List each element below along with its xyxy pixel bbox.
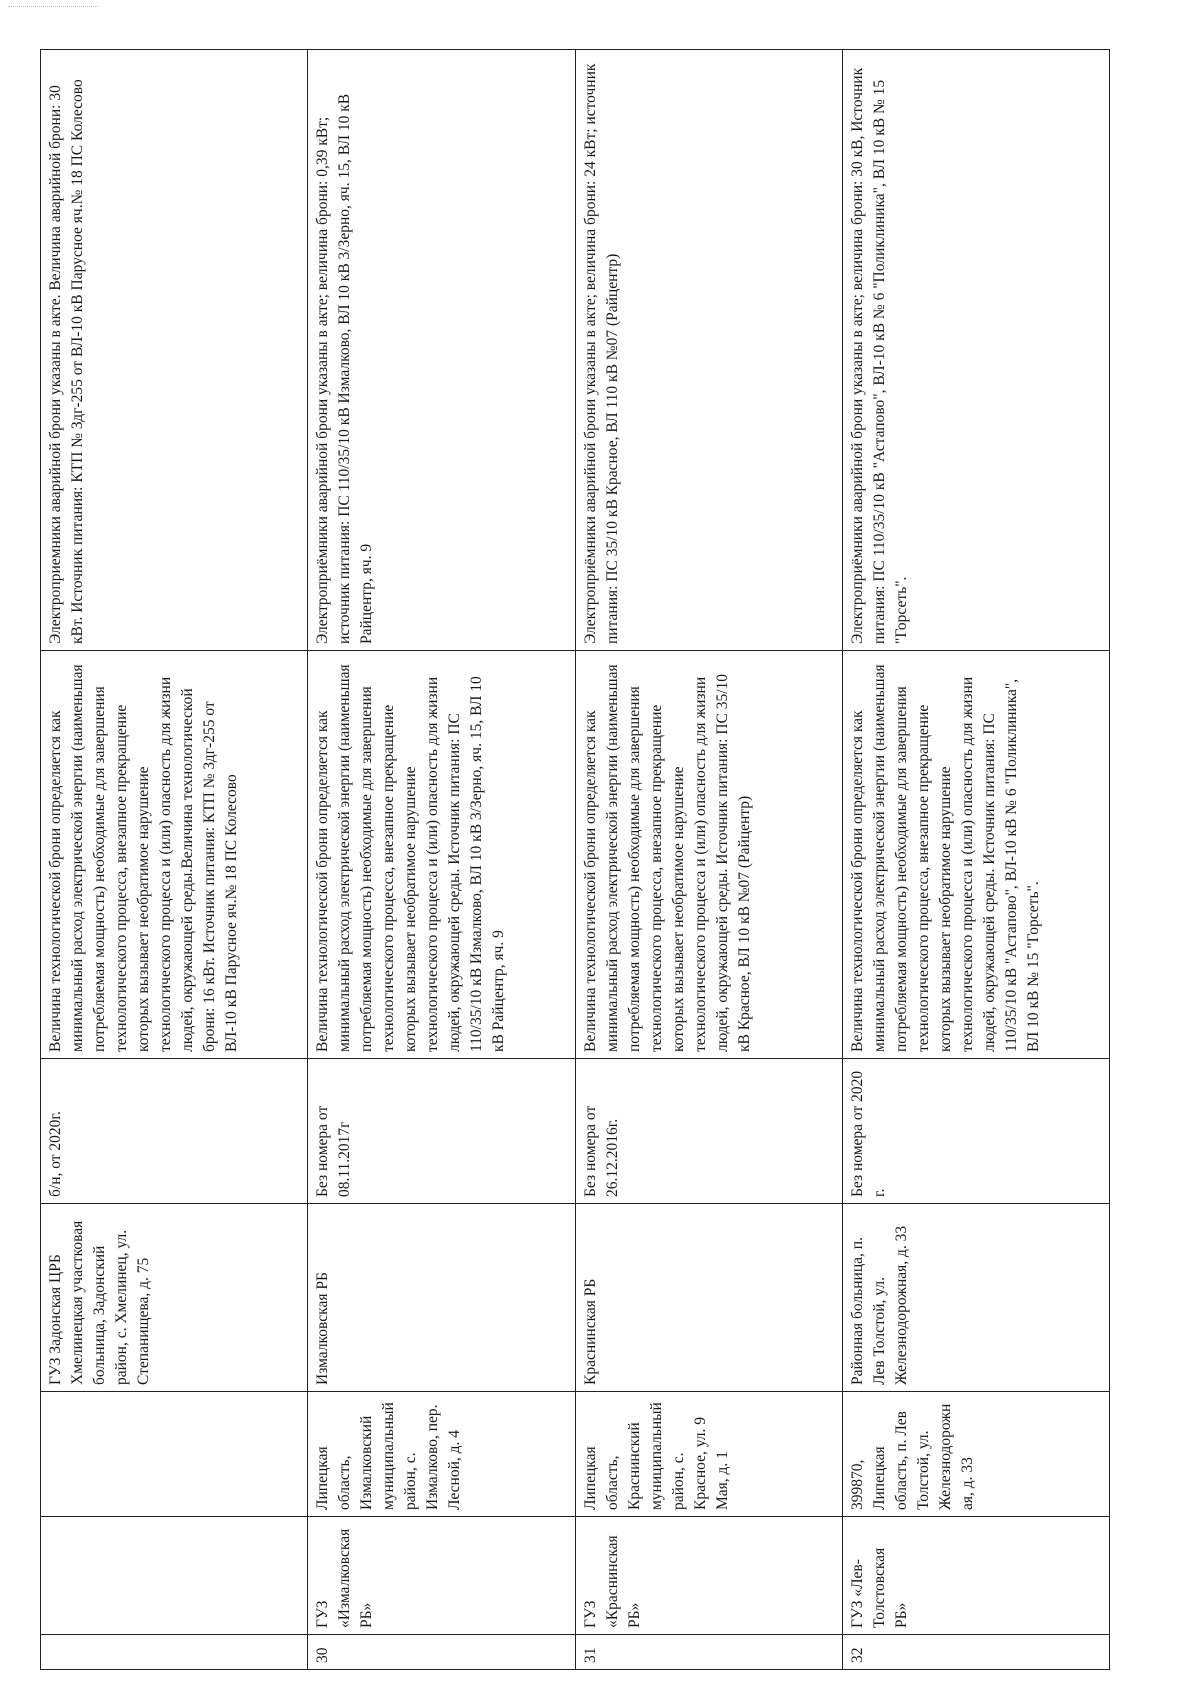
emergency-reserve: Электроприёмники аварийной брони указаны в акте; величина брони: 30 кВ, Источник питания: ПС 110/35/10 кВ "Астапово", ВЛ-10 кВ № 6 "Поликлиника", ВЛ 10 кВ № 15 "Горсеть". — [842, 50, 1109, 651]
organization-name: ГУЗ «Краснинская РБ» — [575, 1517, 842, 1635]
organization-address: 399870, Липецкая область, п. Лев Толстой, ул. Железнодорожная, д. 33 — [842, 1392, 1109, 1517]
organization-name: ГУЗ «Лев-Толстовская РБ» — [842, 1517, 1109, 1635]
act-details: б/н, от 2020г. — [41, 1059, 308, 1204]
technological-reserve: Величина технологической брони определяется как минимальный расход электрической энергии (наименьшая потребляемая мощность) необходимые для завершения технологического процесса, внезапное прекращение которых вызывает необратимое нарушение технологического процесса и (или) опасность для жизни людей, окружающей среды. Источник питания: ПС 110/35/10 кВ Измалково, ВЛ 10 кВ 3/Зерно, яч. 15, ВЛ 10 кВ Райцентр, яч. 9 — [308, 651, 575, 1059]
consumer-object: Измалковская РБ — [308, 1204, 575, 1392]
organization-address — [41, 1392, 308, 1517]
organization-address: Липецкая область, Краснинский муниципальный район, с. Красное, ул. 9 Мая, д. 1 — [575, 1392, 842, 1517]
table-row — [575, 50, 842, 1670]
row-number: 30 — [308, 1635, 575, 1670]
row-number: 31 — [575, 1635, 842, 1670]
technological-reserve: Величина технологической брони определяется как минимальный расход электрической энергии (наименьшая потребляемая мощность) необходимые для завершения технологического процесса, внезапное прекращение которых вызывает необратимое нарушение технологического процесса и (или) опасность для жизни людей, окружающей среды. Источник питания: ПС 110/35/10 кВ "Астапово", ВЛ-10 кВ № 6 "Поликлиника", ВЛ 10 кВ № 15 "Горсеть". — [842, 651, 1109, 1059]
technological-reserve: Величина технологической брони определяется как минимальный расход электрической энергии (наименьшая потребляемая мощность) необходимые для завершения технологического процесса, внезапное прекращение которых вызывает необратимое нарушение технологического процесса и (или) опасность для жизни людей, окружающей среды. Источник питания: ПС 35/10 кВ Красное, ВЛ 10 кВ №07 (Райцентр) — [575, 651, 842, 1059]
act-details: Без номера от 2020 г. — [842, 1059, 1109, 1204]
organization-name: ГУЗ «Измалковская РБ» — [308, 1517, 575, 1635]
consumer-object: ГУЗ Задонская ЦРБ Хмелинецкая участковая больница, Задонский район, с. Хмелинец, ул. Степанищева, д. 75 — [41, 1204, 308, 1392]
organization-address: Липецкая область, Измалковский муниципальный район, с. Измалково, пер. Лесной, д. 4 — [308, 1392, 575, 1517]
table-row — [842, 50, 1109, 1670]
rotated-table-wrapper — [40, 50, 1110, 1670]
emergency-reserve: Электроприёмники аварийной брони указаны в акте; величина брони: 0,39 кВт; источник питания: ПС 110/35/10 кВ Измалково, ВЛ 10 кВ 3/Зерно, яч. 15, ВЛ 10 кВ Райцентр, яч. 9 — [308, 50, 575, 651]
consumer-object: Краснинская РБ — [575, 1204, 842, 1392]
scan-mark — [8, 6, 98, 9]
table-row — [41, 50, 308, 1670]
organization-name — [41, 1517, 308, 1635]
row-number — [41, 1635, 308, 1670]
row-number: 32 — [842, 1635, 1109, 1670]
emergency-reserve-table — [40, 49, 1110, 1670]
act-details: Без номера от 26.12.2016г. — [575, 1059, 842, 1204]
table-row — [308, 50, 575, 1670]
act-details: Без номера от 08.11.2017г — [308, 1059, 575, 1204]
emergency-reserve: Электроприемники аварийной брони указаны в акте. Величина аварийной брони: 30 кВт. Источник питания: КТП № Здг-255 от ВЛ-10 кВ Парусное яч.№ 18 ПС Колесово — [41, 50, 308, 651]
emergency-reserve: Электроприёмники аварийной брони указаны в акте; величина брони: 24 кВт; источник питания: ПС 35/10 кВ Красное, ВЛ 110 кВ №07 (Райцентр) — [575, 50, 842, 651]
consumer-object: Районная больница, п. Лев Толстой, ул. Железнодорожная, д. 33 — [842, 1204, 1109, 1392]
technological-reserve: Величина технологической брони определяется как минимальный расход электрической энергии (наименьшая потребляемая мощность) необходимые для завершения технологического процесса, внезапное прекращение которых вызывает необратимое нарушение технологического процесса и (или) опасность для жизни людей, окружающей среды.Величина технологической брони: 16 кВт. Источник питания: КТП № Здг-255 от ВЛ-10 кВ Парусное яч.№ 18 ПС Колесово — [41, 651, 308, 1059]
